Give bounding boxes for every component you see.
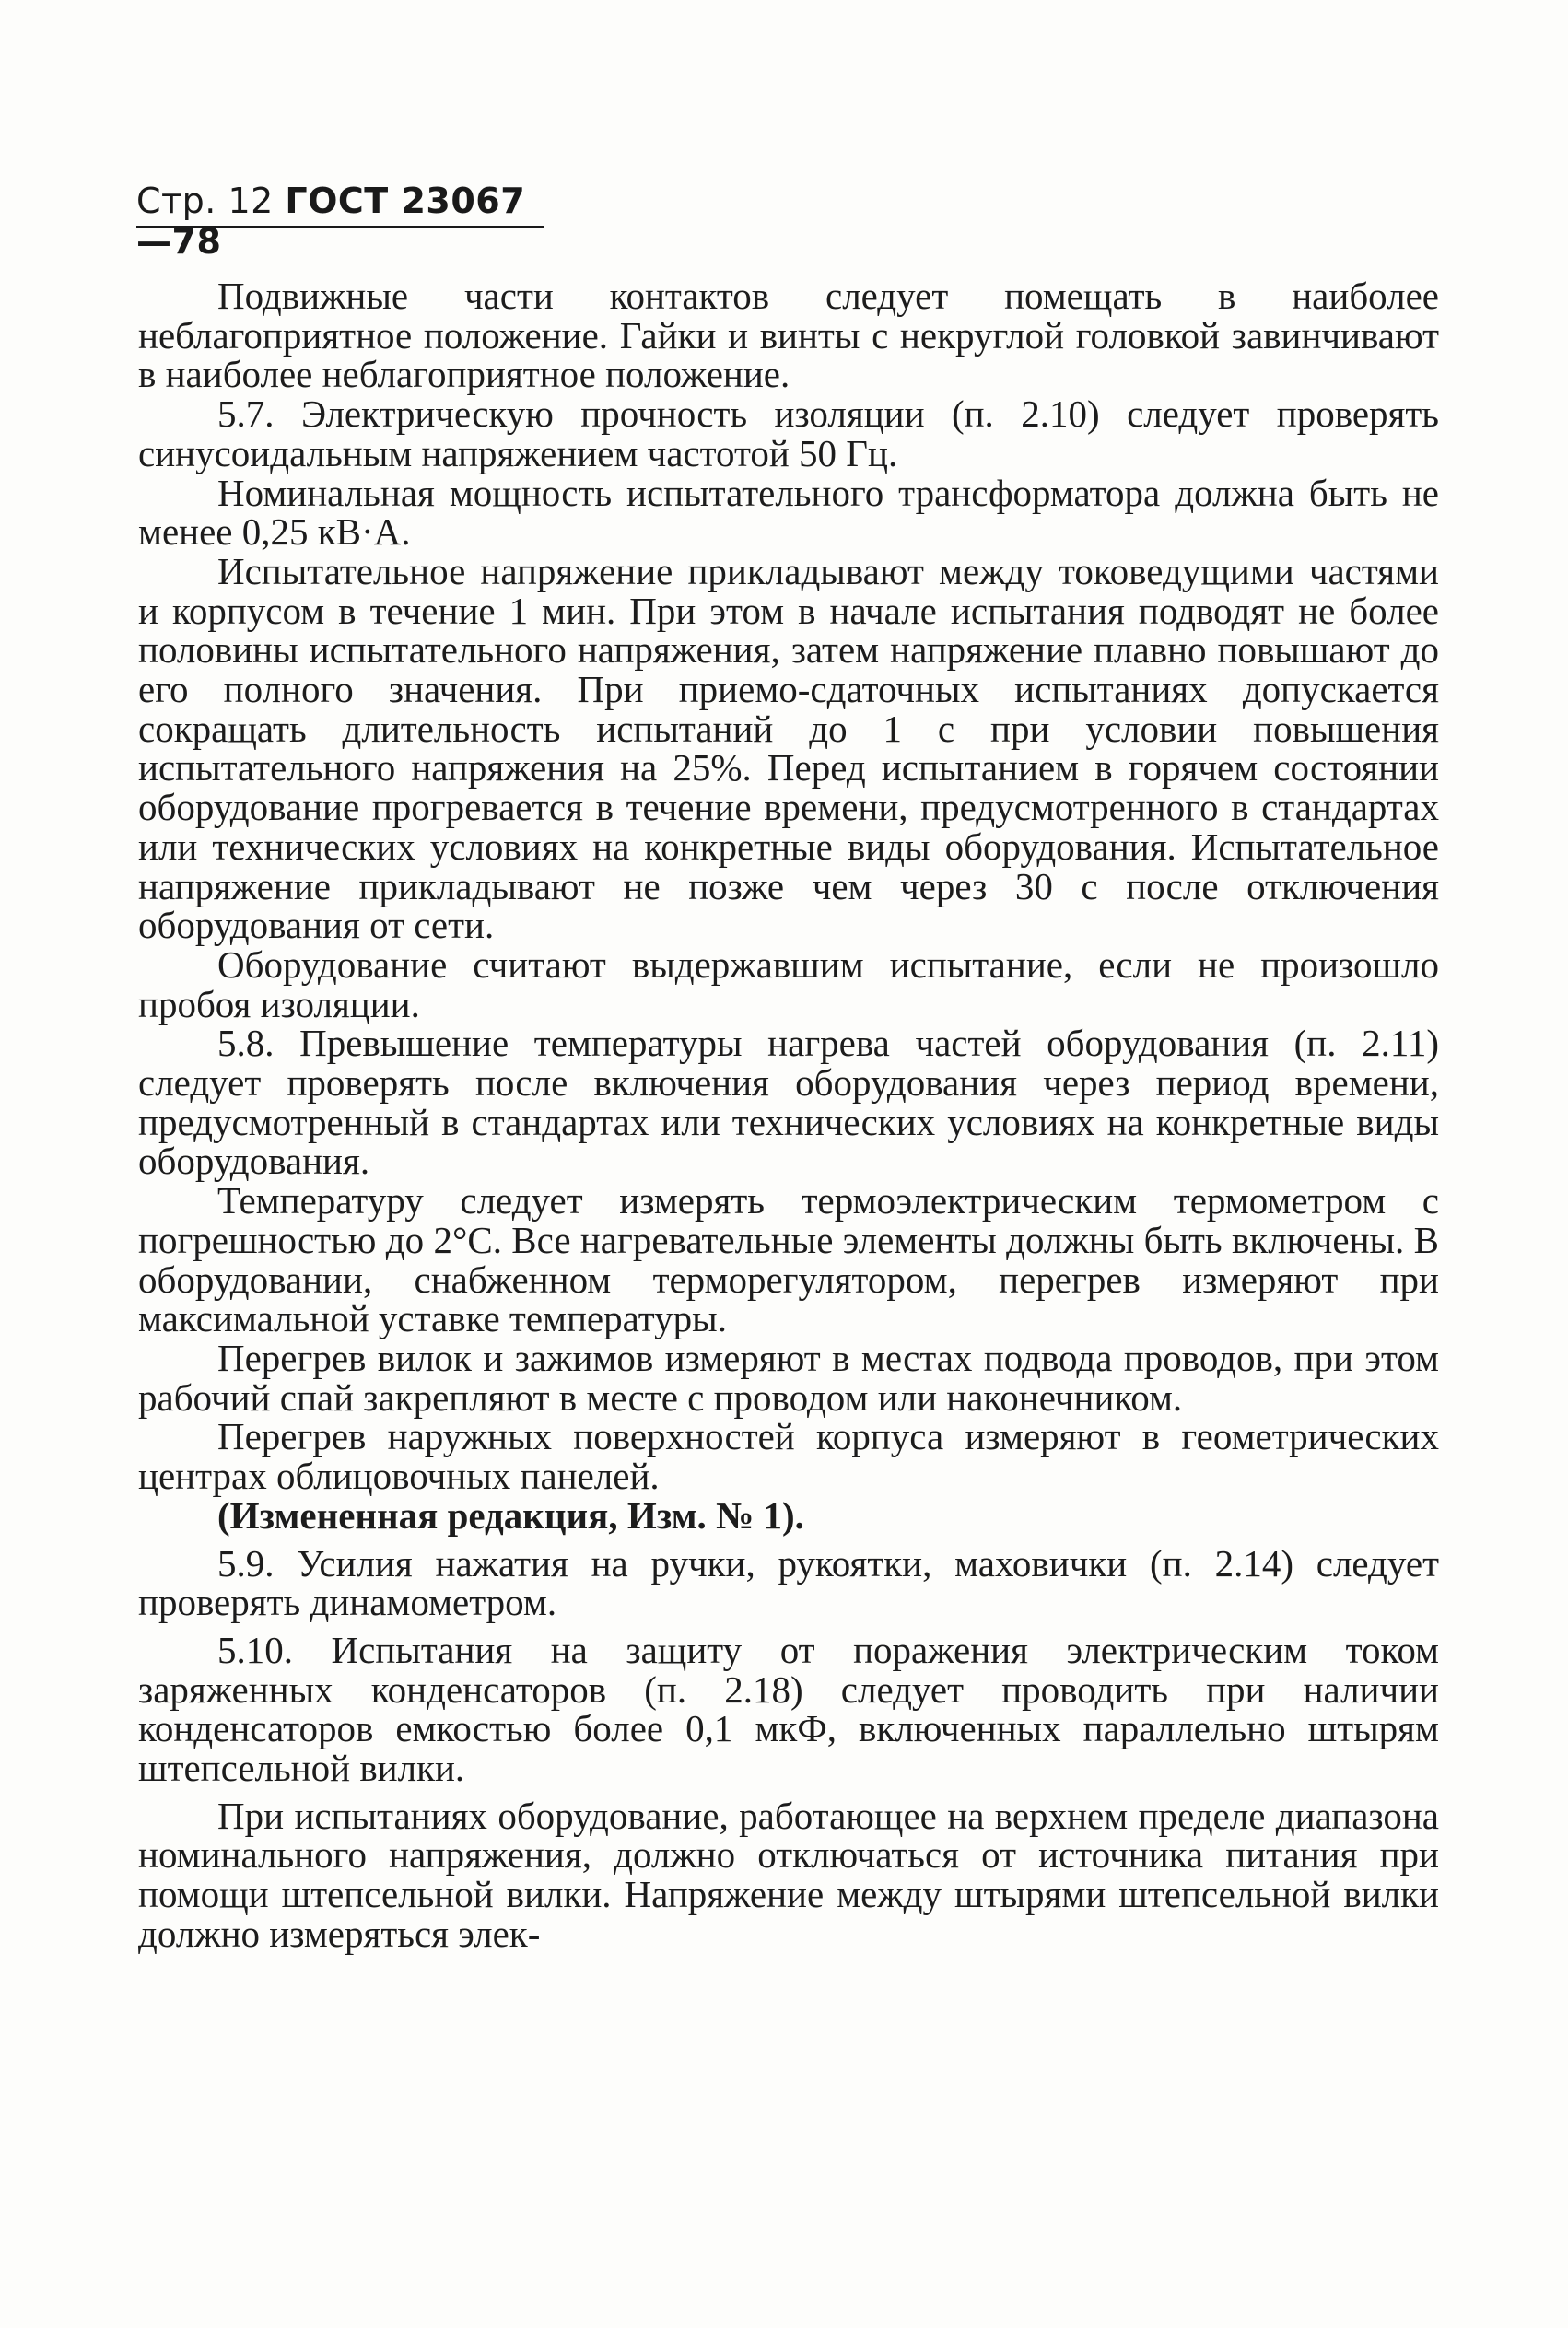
paragraph-contacts: Подвижные части контактов следует помещать в наиболее неблагоприятное положение. Гайки и винты с некруглой головкой завинчивают в наиболее неблагоприятное положение. xyxy=(138,275,1439,396)
paragraph-surface-overheat: Перегрев наружных поверхностей корпуса измеряют в геометрических центрах облицовочных панелей. xyxy=(138,1415,1439,1498)
page-number: Стр. 12 xyxy=(136,181,274,221)
page-header xyxy=(136,181,542,262)
paragraph-disconnect-test: При испытаниях оборудование, работающее на верхнем пределе диапазона номинального напряжения, должно отключаться от источника питания при помощи штепсельной вилки. Напряжение между штырями штепсельной вилки должно измеряться элек- xyxy=(138,1794,1439,1955)
paragraph-5-9: 5.9. Усилия нажатия на ручки, рукоятки, маховички (п. 2.14) следует проверять динамометром. xyxy=(138,1541,1439,1624)
paragraph-5-7: 5.7. Электрическую прочность изоляции (п. 2.10) следует проверять синусоидальным напряжением частотой 50 Гц. xyxy=(138,392,1439,474)
paragraph-test-voltage: Испытательное напряжение прикладывают между токоведущими частями и корпусом в течение 1 мин. При этом в начале испытания подводят не более половины испытательного напряжения, затем напряжение плавно повышают до его полного значения. При приемо-сдаточных испытаниях допускается сокращать длительность испытаний до 1 с при условии повышения испытательного напряжения на 25%. Перед испытанием в горячем состоянии оборудование прогревается в течение времени, предусмотренного в стандартах или технических условиях на конкретные виды оборудования. Испытательное напряжение прикладывают не позже чем через 30 с после отключения оборудования от сети. xyxy=(138,549,1439,947)
paragraph-temperature: Температуру следует измерять термоэлектрическим термометром с погрешностью до 2°С. Все нагревательные элементы должны быть включены. В оборудовании, снабженном терморегулятором, перегрев измеряют при максимальной уставке температуры. xyxy=(138,1179,1439,1340)
document-body xyxy=(138,276,1439,1954)
paragraph-transformer-power: Номинальная мощность испытательного трансформатора должна быть не менее 0,25 кВ·А. xyxy=(138,471,1439,554)
paragraph-plugs-overheat: Перегрев вилок и зажимов измеряют в местах подвода проводов, при этом рабочий спай закрепляют в месте с проводом или наконечником. xyxy=(138,1336,1439,1419)
header-rule xyxy=(136,226,544,228)
document-code: ГОСТ 23067—78 xyxy=(136,181,526,262)
paragraph-test-passed: Оборудование считают выдержавшим испытание, если не произошло пробоя изоляции. xyxy=(138,942,1439,1025)
paragraph-5-8: 5.8. Превышение температуры нагрева частей оборудования (п. 2.11) следует проверять после включения оборудования через период времени, предусмотренный в стандартах или технических условиях на конкретные виды оборудования. xyxy=(138,1022,1439,1183)
amendment-note: (Измененная редакция, Изм. № 1). xyxy=(217,1493,804,1537)
paragraph-5-10: 5.10. Испытания на защиту от поражения электрическим током заряженных конденсаторов (п. 2.18) следует проводить при наличии конденсаторов емкостью более 0,1 мкФ, включенных параллельно штырям штепсельной вилки. xyxy=(138,1628,1439,1790)
